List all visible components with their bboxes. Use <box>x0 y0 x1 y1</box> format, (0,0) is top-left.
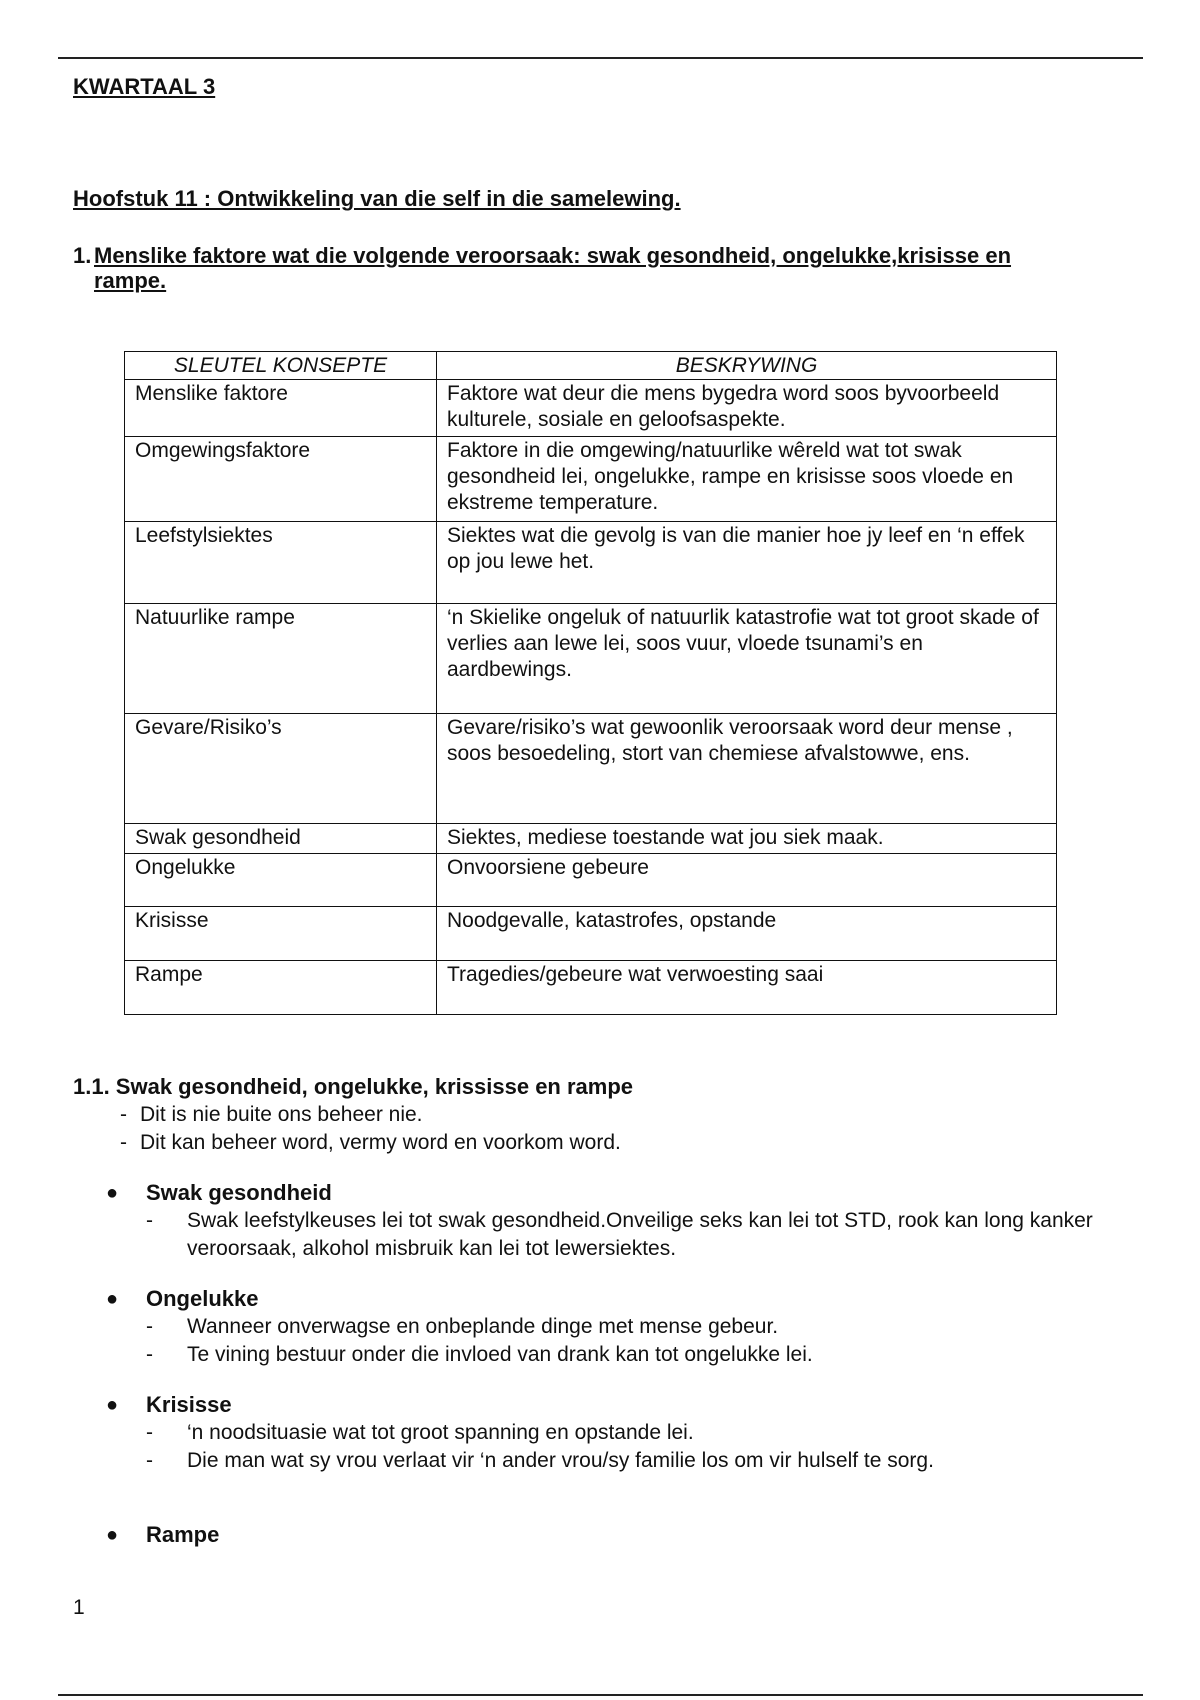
topic-rampe <box>106 1521 1133 1549</box>
table-row <box>125 604 1057 714</box>
concept-cell: Ongelukke <box>125 854 437 907</box>
chapter-heading: Hoofstuk 11 : Ontwikkeling van die self in die samelewing. <box>73 186 681 211</box>
list-item: - Te vining bestuur onder die invloed van drank kan tot ongelukke lei. <box>146 1341 1133 1369</box>
table-row <box>125 522 1057 604</box>
topic-title: Ongelukke <box>146 1286 259 1311</box>
topic-items <box>146 1419 1133 1475</box>
concept-cell: Swak gesondheid <box>125 824 437 854</box>
list-item: - ‘n noodsituasie wat tot groot spanning en opstande lei. <box>146 1419 1133 1447</box>
list-item: - Swak leefstylkeuses lei tot swak gesondheid.Onveilige seks kan lei tot STD, rook kan long kanker veroorsaak, alkohol misbruik kan lei tot lewersiektes. <box>146 1207 1133 1263</box>
header-description: BESKRYWING <box>437 352 1057 380</box>
section-1-number: 1. <box>73 243 92 268</box>
table-row <box>125 961 1057 1015</box>
quarter-heading: KWARTAAL 3 <box>73 74 216 99</box>
table-row <box>125 824 1057 854</box>
key-concepts-table <box>124 351 1057 1015</box>
concept-cell: Menslike faktore <box>125 380 437 437</box>
table-row <box>125 380 1057 437</box>
bullet-icon: ● <box>106 1394 119 1416</box>
section-1-title: Menslike faktore wat die volgende veroorsaak: swak gesondheid, ongelukke,krisisse en rampe. <box>94 243 1012 293</box>
bullet-icon: ● <box>106 1288 119 1310</box>
description-cell: Faktore in die omgewing/natuurlike wêreld wat tot swak gesondheid lei, ongelukke, rampe en krisisse soos vloede en ekstreme temperature. <box>437 437 1057 522</box>
table-row <box>125 907 1057 961</box>
description-cell: Onvoorsiene gebeure <box>437 854 1057 907</box>
topic-items <box>146 1207 1133 1263</box>
section-1-heading <box>73 243 1083 293</box>
bullet-icon: ● <box>106 1182 119 1204</box>
concept-cell: Leefstylsiektes <box>125 522 437 604</box>
bullet-icon: ● <box>106 1524 119 1546</box>
topic-title: Swak gesondheid <box>146 1180 332 1205</box>
concept-cell: Omgewingsfaktore <box>125 437 437 522</box>
section-1-1 <box>73 1073 1133 1571</box>
section-1-1-points <box>73 1101 1133 1157</box>
page-number: 1 <box>73 1596 85 1619</box>
list-item: - Dit kan beheer word, vermy word en voorkom word. <box>120 1129 1133 1157</box>
list-item: - Die man wat sy vrou verlaat vir ‘n ander vrou/sy familie los om vir hulself te sorg. <box>146 1447 1133 1475</box>
topic-title: Krisisse <box>146 1392 232 1417</box>
header-key-concepts: SLEUTEL KONSEPTE <box>125 352 437 380</box>
description-cell: Noodgevalle, katastrofes, opstande <box>437 907 1057 961</box>
table-row <box>125 714 1057 824</box>
description-cell: Siektes wat die gevolg is van die manier hoe jy leef en ‘n effek op jou lewe het. <box>437 522 1057 604</box>
topic-swak-gesondheid <box>106 1179 1133 1263</box>
list-item: - Dit is nie buite ons beheer nie. <box>120 1101 1133 1129</box>
section-1-1-heading: 1.1. Swak gesondheid, ongelukke, krississe en rampe <box>73 1074 634 1099</box>
topic-krisisse <box>106 1391 1133 1475</box>
list-item: - Wanneer onverwagse en onbeplande dinge met mense gebeur. <box>146 1313 1133 1341</box>
description-cell: Faktore wat deur die mens bygedra word soos byvoorbeeld kulturele, sosiale en geloofsaspekte. <box>437 380 1057 437</box>
bottom-rule <box>58 1694 1143 1696</box>
topic-ongelukke <box>106 1285 1133 1369</box>
description-cell: Siektes, mediese toestande wat jou siek maak. <box>437 824 1057 854</box>
concept-cell: Rampe <box>125 961 437 1015</box>
table-header-row <box>125 352 1057 380</box>
concept-cell: Natuurlike rampe <box>125 604 437 714</box>
description-cell: Gevare/risiko’s wat gewoonlik veroorsaak word deur mense , soos besoedeling, stort van chemiese afvalstowwe, ens. <box>437 714 1057 824</box>
concept-cell: Krisisse <box>125 907 437 961</box>
topic-items <box>146 1313 1133 1369</box>
description-cell: Tragedies/gebeure wat verwoesting saai <box>437 961 1057 1015</box>
concept-cell: Gevare/Risiko’s <box>125 714 437 824</box>
top-rule <box>58 57 1143 59</box>
table-row <box>125 437 1057 522</box>
topic-list <box>73 1179 1133 1549</box>
topic-title: Rampe <box>146 1522 220 1547</box>
description-cell: ‘n Skielike ongeluk of natuurlik katastrofie wat tot groot skade of verlies aan lewe lei, soos vuur, vloede tsunami’s en aardbewings. <box>437 604 1057 714</box>
table-row <box>125 854 1057 907</box>
